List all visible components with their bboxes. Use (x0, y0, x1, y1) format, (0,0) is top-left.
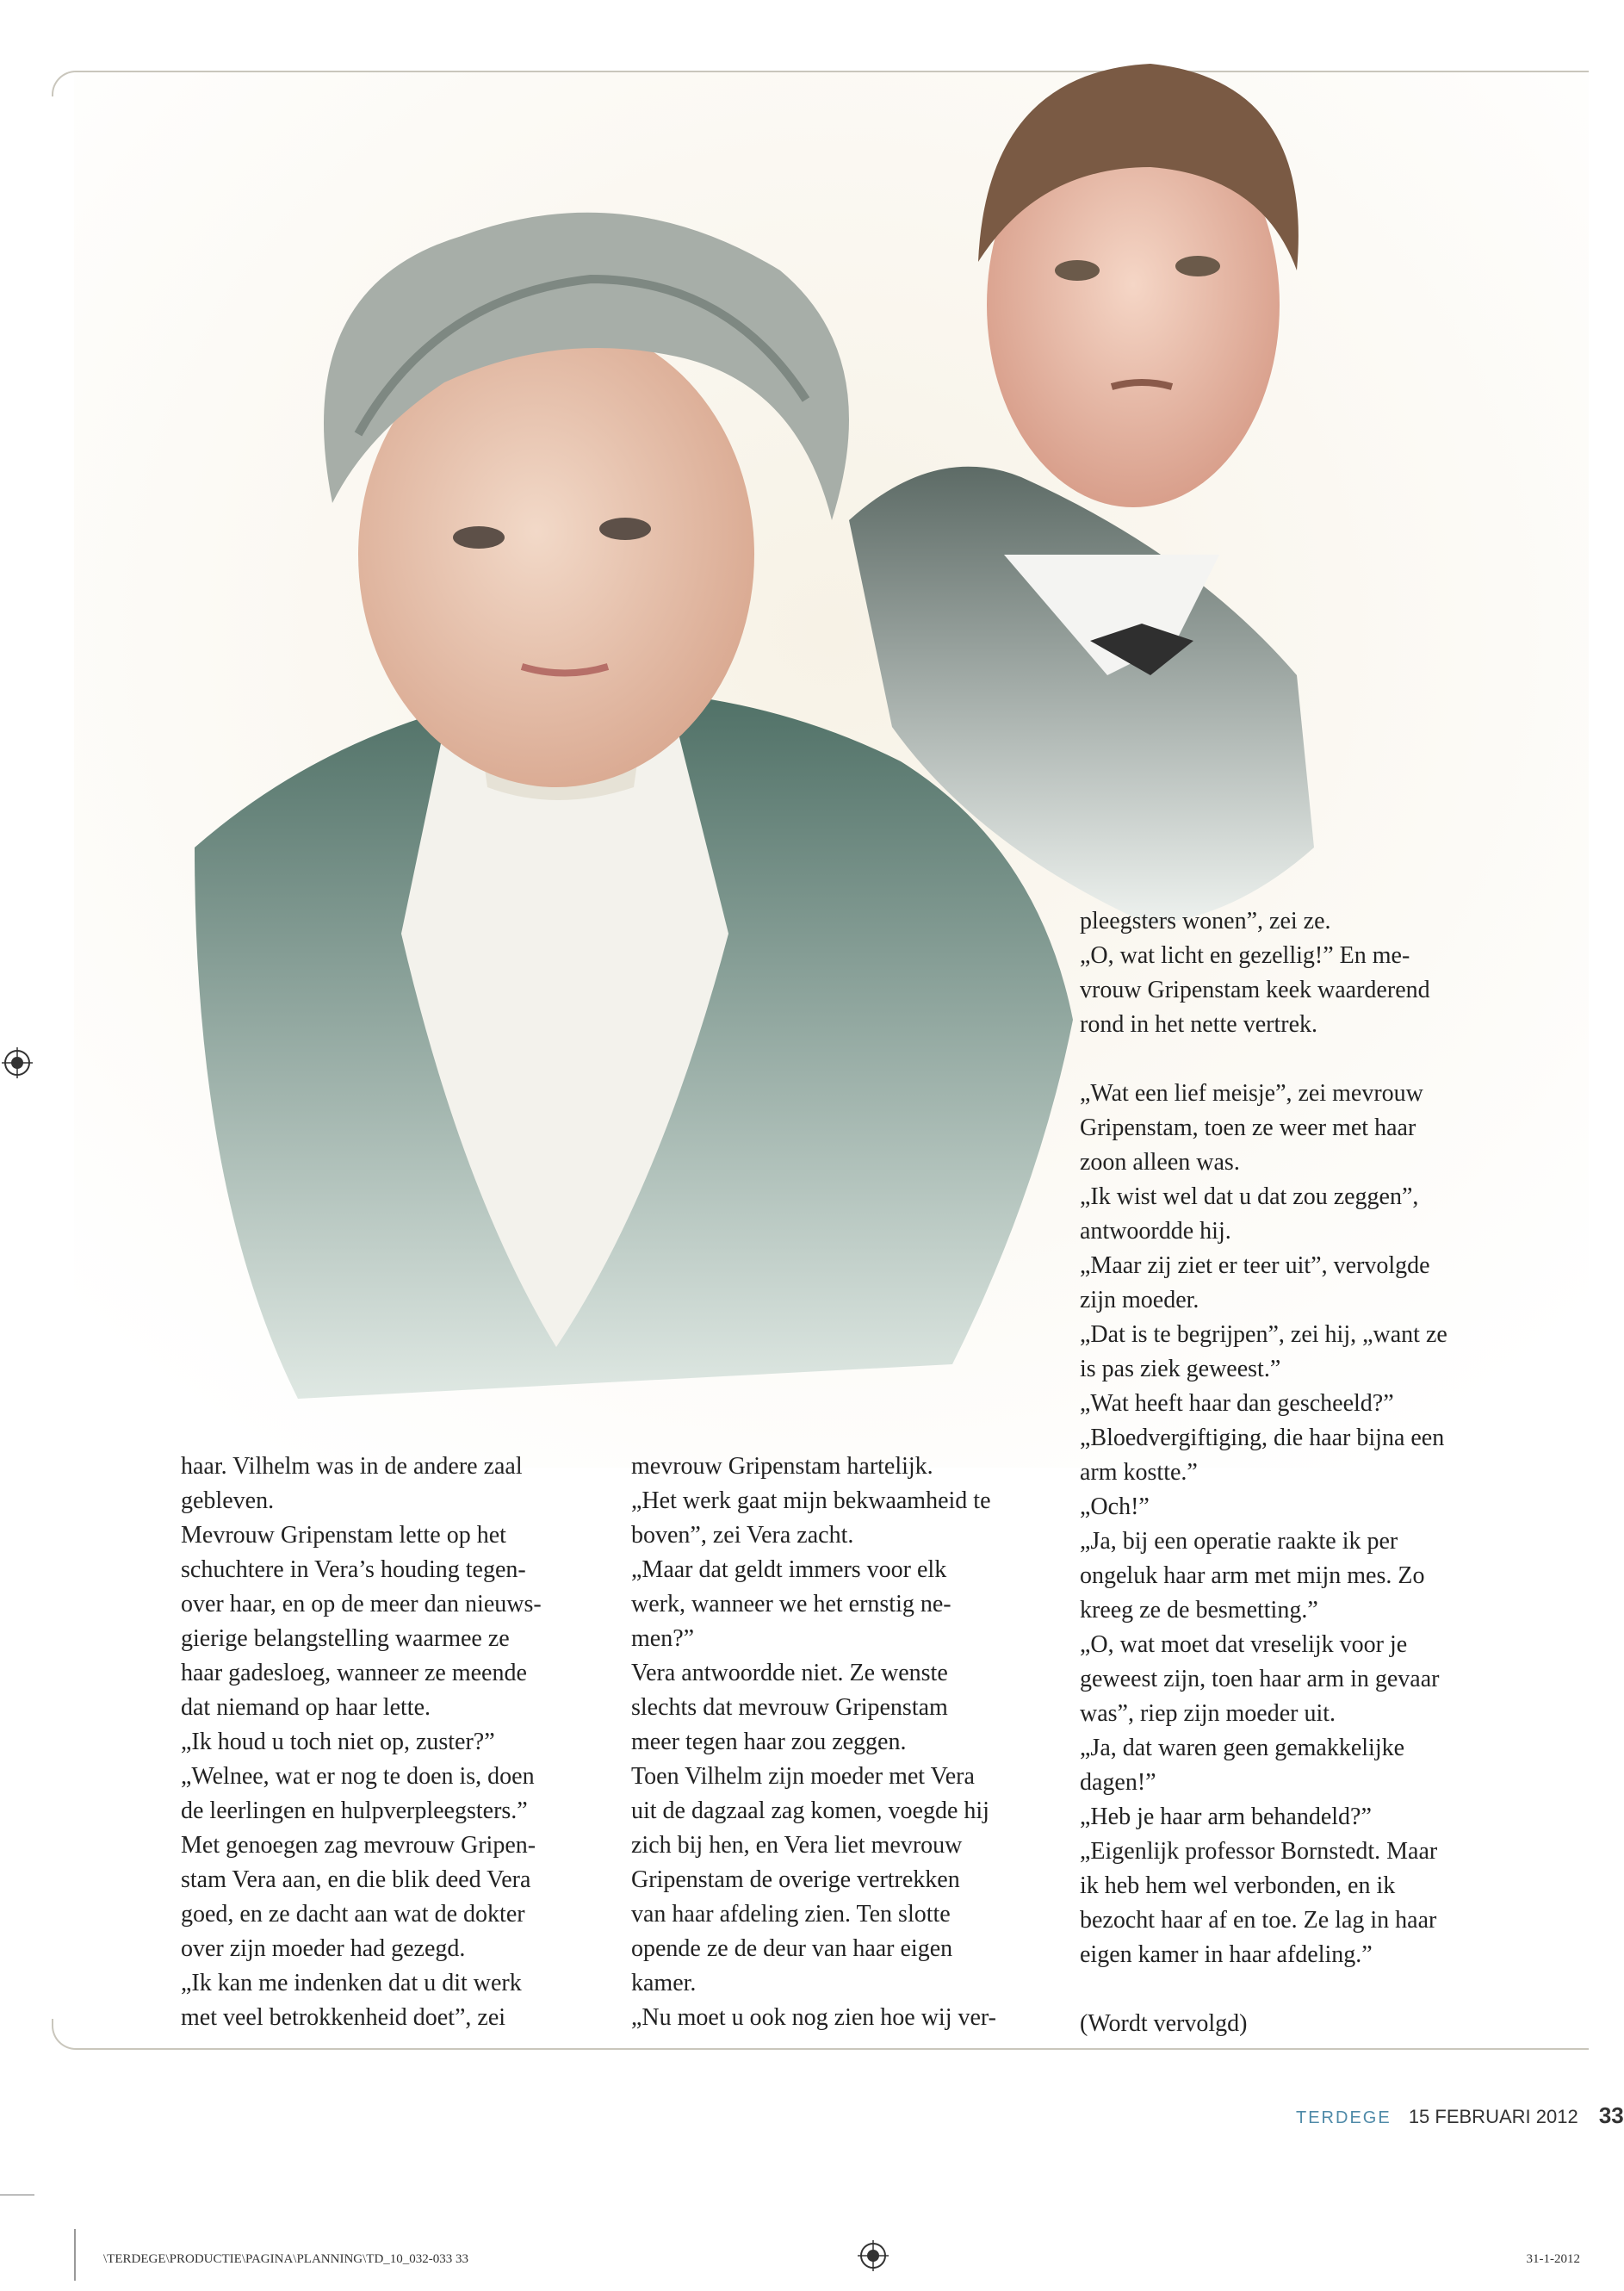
registration-mark-icon (2, 1047, 33, 1078)
page-footer (1296, 2102, 1624, 2129)
paragraph: „Ik houd u toch niet op, zuster?” (181, 1729, 495, 1755)
paragraph: „Ik kan me indenken dat u dit werk met veel betrokkenheid doet”, zei (181, 1970, 522, 2031)
paragraph: „Welnee, wat er nog te doen is, doen de leerlingen en hulpverpleegsters.” (181, 1763, 535, 1824)
crop-mark (74, 2229, 76, 2281)
paragraph: „O, wat moet dat vreselijk voor je geweest zijn, toen haar arm in gevaar was”, riep zijn moeder uit. (1080, 1631, 1440, 1727)
paragraph: „Maar zij ziet er teer uit”, vervolgde zijn moeder. (1080, 1252, 1430, 1313)
paragraph: „Och!” (1080, 1493, 1150, 1520)
paragraph: haar. Vilhelm was in de andere zaal gebleven. (181, 1453, 523, 1514)
paragraph-gap (1080, 1972, 1528, 2007)
paragraph: „Het werk gaat mijn bekwaamheid te boven”, zei Vera zacht. (631, 1487, 991, 1549)
paragraph: „Eigenlijk professor Bornstedt. Maar ik heb hem wel verbonden, en ik bezocht haar af en toe. Ze lag in haar eigen kamer in haar afdeling.” (1080, 1838, 1438, 1968)
paragraph: Met genoegen zag mevrouw Gripen- stam Vera aan, en die blik deed Vera goed, en ze dacht aan wat de dokter over zijn moeder had gezegd. (181, 1832, 536, 1962)
paragraph: „Maar dat geldt immers voor elk werk, wanneer we het ernstig ne- men?” (631, 1556, 951, 1652)
paragraph: pleegsters wonen”, zei ze. (1080, 908, 1331, 934)
registration-mark-icon (858, 2240, 889, 2271)
paragraph: „Bloedvergiftiging, die haar bijna een arm kostte.” (1080, 1425, 1445, 1486)
paragraph: mevrouw Gripenstam hartelijk. (631, 1453, 933, 1480)
print-slug-date: 31-1-2012 (1526, 2252, 1580, 2266)
paragraph: „Heb je haar arm behandeld?” (1080, 1804, 1372, 1830)
paragraph: „Dat is te begrijpen”, zei hij, „want ze is pas ziek geweest.” (1080, 1321, 1447, 1382)
paragraph-gap (1080, 1042, 1528, 1077)
paragraph: „Ja, dat waren geen gemakkelijke dagen!” (1080, 1735, 1405, 1796)
paragraph: „Wat een lief meisje”, zei mevrouw Gripenstam, toen ze weer met haar zoon alleen was. (1080, 1080, 1423, 1176)
issue-date: 15 FEBRUARI 2012 (1408, 2106, 1578, 2127)
paragraph: „Ja, bij een operatie raakte ik per ongeluk haar arm met mijn mes. Zo kreeg ze de besmetting.” (1080, 1528, 1425, 1624)
closing-note: (Wordt vervolgd) (1080, 2010, 1248, 2037)
paragraph: „Nu moet u ook nog zien hoe wij ver- (631, 2004, 996, 2031)
paragraph: Mevrouw Gripenstam lette op het schuchtere in Vera’s houding tegen- over haar, en op de meer dan nieuws- gierige belangstelling waarmee ze haar gadesloeg, wanneer ze meende dat niemand op haar lette. (181, 1522, 542, 1721)
article-column-1 (181, 1450, 629, 2035)
print-slug-path: \TERDEGE\PRODUCTIE\PAGINA\PLANNING\TD_10_032-033 33 (103, 2252, 469, 2266)
page-number: 33 (1598, 2102, 1624, 2128)
paragraph: Vera antwoordde niet. Ze wenste slechts dat mevrouw Gripenstam meer tegen haar zou zeggen. (631, 1660, 948, 1755)
article-column-3 (1080, 904, 1528, 2041)
paragraph: „O, wat licht en gezellig!” En me- vrouw Gripenstam keek waarderend rond in het nette vertrek. (1080, 942, 1430, 1038)
trim-line-bottom (52, 2019, 1589, 2050)
paragraph: „Wat heeft haar dan gescheeld?” (1080, 1390, 1394, 1417)
magazine-name: TERDEGE (1296, 2108, 1392, 2127)
paragraph: Toen Vilhelm zijn moeder met Vera uit de dagzaal zag komen, voegde hij zich bij hen, en Vera liet mevrouw Gripenstam de overige vertrekken van haar afdeling zien. Ten slotte opende ze de deur van haar eigen kamer. (631, 1763, 989, 1996)
article-column-2 (631, 1450, 1079, 2035)
paragraph: „Ik wist wel dat u dat zou zeggen”, antwoordde hij. (1080, 1183, 1419, 1245)
